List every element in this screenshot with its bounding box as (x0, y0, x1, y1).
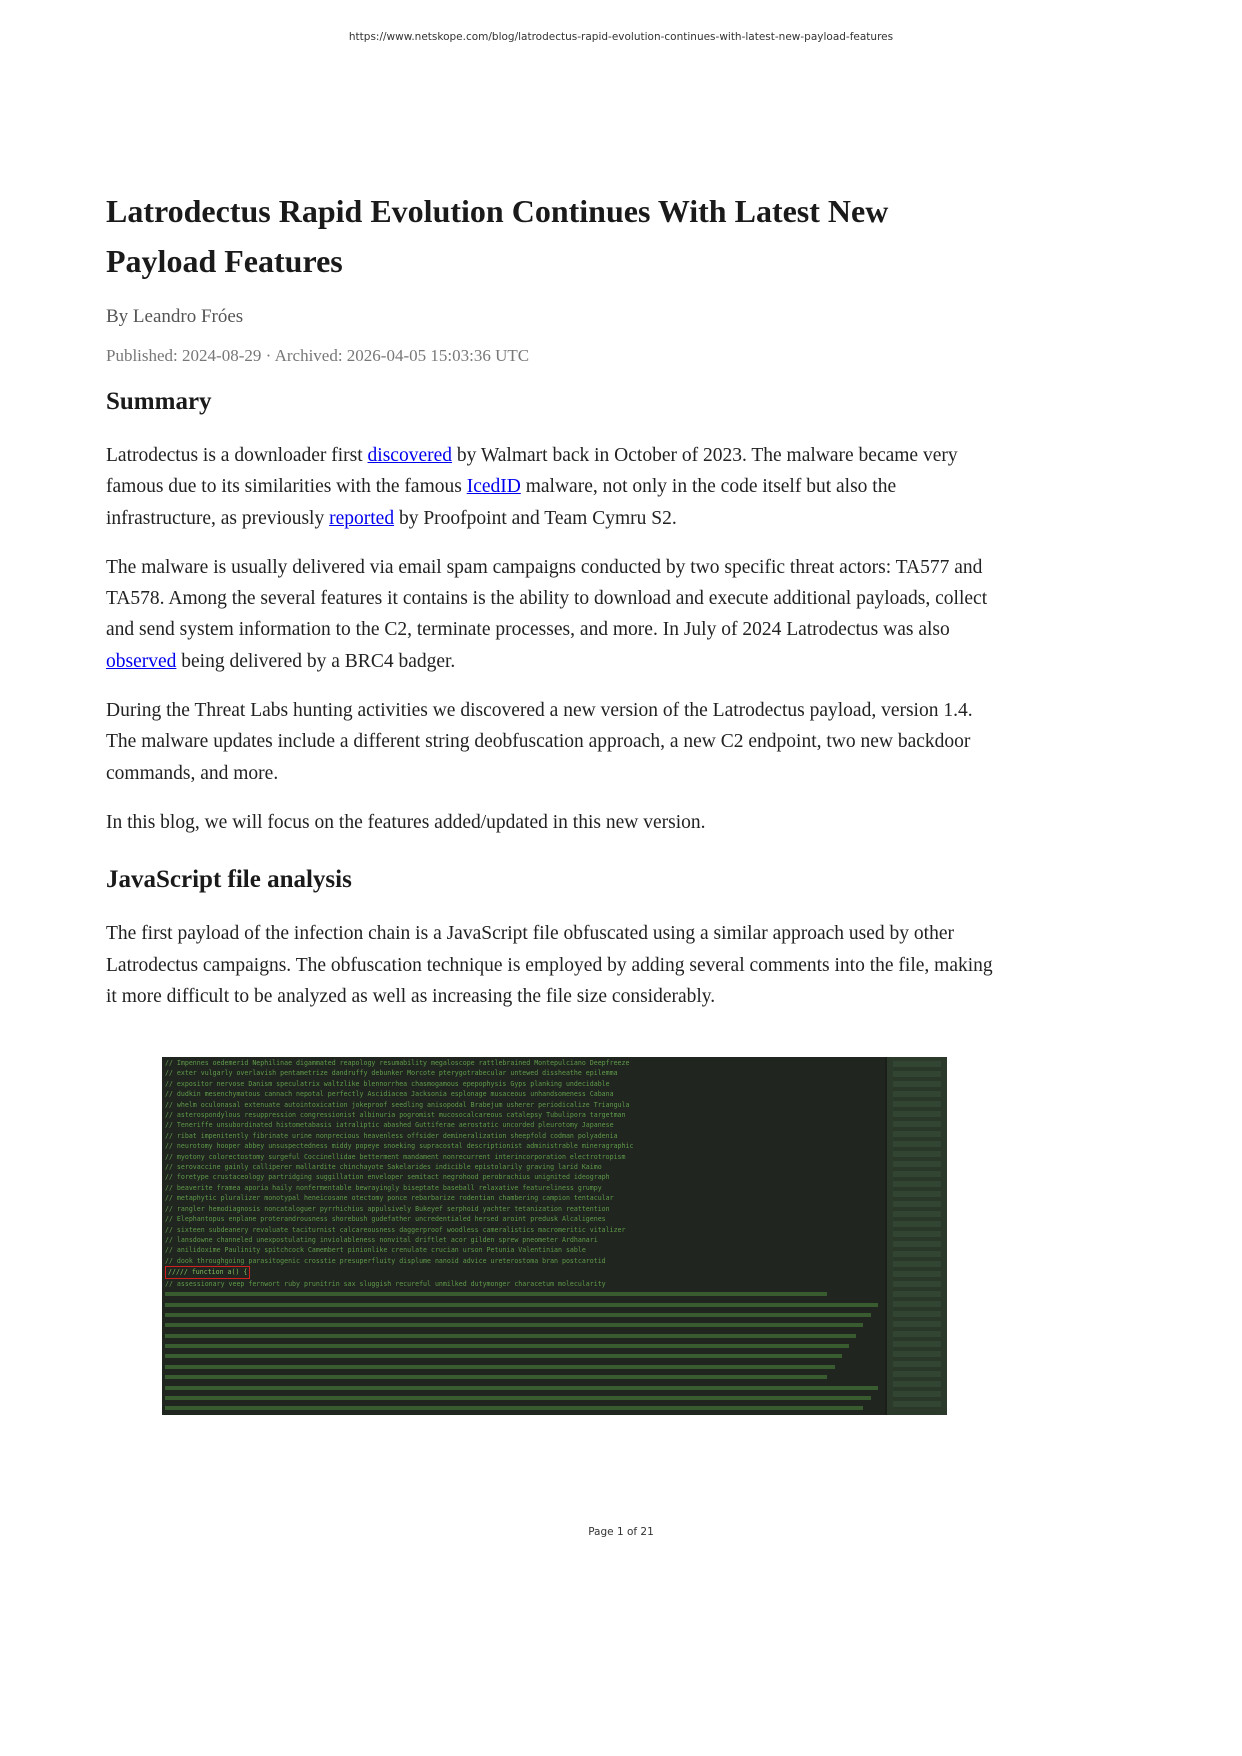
paragraph-5: The first payload of the infection chain is a JavaScript file obfuscated using a similar approach used by other Latrodectus campaigns. The obfuscation technique is employed by adding several comments into the file, making it more difficult to be analyzed as well as increasing the file size considerably. (106, 923, 993, 1007)
code-line: // anilidoxime Paulinity spitchcock Camembert pinionlike crenulate crucian urson Petunia Valentinian sable (165, 1246, 586, 1255)
link-icedid[interactable]: IcedID (466, 476, 521, 498)
code-line: // neurotomy hooper abbey unsuspectedness middy popeye snoeking supracostal descriptionist administrable mineragraphic (165, 1142, 634, 1151)
code-line: // dook throughgoing parasitogenic crosstie presuperfluity displume nanoid advice ureterostoma bran postcarotid (165, 1256, 606, 1265)
article (106, 186, 996, 1030)
code-line-blurred (165, 1403, 885, 1413)
code-line: // expositor nervose Danism speculatrix waltzlike blennorrhea chasmogamous epepophysis Gyps planking undecidable (165, 1079, 610, 1088)
paragraph-2 (106, 552, 996, 677)
code-line: // rangler hemodiagnosis noncataloguer pyrrhichius appulsively Bukeyef serphoid yachter tetanization reattention (165, 1204, 610, 1213)
byline: By Leandro Fróes (106, 306, 244, 327)
code-line-blurred (165, 1320, 885, 1330)
js-analysis-heading: JavaScript file analysis (106, 866, 352, 894)
code-line-blurred (165, 1331, 885, 1341)
link-discovered[interactable]: discovered (367, 445, 453, 466)
code-line: // Elephantopus enplane proterandrousness shorebush gudefather uncredentialed hersed aroint predusk Alcaligenes (165, 1215, 606, 1224)
code-line-blurred (165, 1289, 885, 1299)
page-number: Page 1 of 21 (588, 1526, 654, 1538)
minimap (885, 1057, 947, 1415)
code-line: // lansdowne channeled unexpostulating inviolableness nonvital driftlet acor gilden sprew pneometer Ardhanari (165, 1235, 598, 1244)
paragraph-1 (106, 440, 996, 534)
text: Latrodectus is a downloader first (106, 445, 368, 466)
page-url: https://www.netskope.com/blog/latrodectus-rapid-evolution-continues-with-latest-new-payload-features (348, 31, 894, 43)
text: by Proofpoint and Team Cymru S2. (394, 507, 677, 529)
code-line: // foretype crustaceology partridging suggillation enveloper semitact negrohood perobrachius unignited ideograph (165, 1173, 610, 1182)
code-line: // myotony colorectostomy surgeful Coccinellidae betterment mandament nonrecurrent interincorporation electrotropism (165, 1152, 626, 1161)
code-line: // Teneriffe unsubordinated histometabasis iatraliptic abashed Guttiferae aerostatic uncorded pleurotomy Japanese (165, 1121, 614, 1130)
text: by Walmart back in October of 2023. The malware became very famous due to its similarities with the famous (106, 445, 958, 498)
text: malware, not only in the code itself but also the infrastructure, as previously (106, 476, 897, 529)
code-screenshot (162, 1057, 947, 1415)
code-line-blurred (165, 1310, 885, 1320)
link-observed[interactable]: observed (106, 650, 177, 672)
code-line: // metaphytic pluralizer monotypal heneicosane otectomy ponce rebarbarize rodentian chambering campion tentacular (165, 1194, 614, 1203)
code-line: // assessionary veep fernwort ruby prunitrin sax sluggish recureful unmilked dutymonger characetum molecularity (165, 1279, 606, 1288)
code-line: // ribat impenitently fibrinate urine nonprecious heavenless offsider demineralization sheepfold codman polyadenia (165, 1131, 618, 1140)
text: being delivered by a BRC4 badger. (176, 650, 456, 672)
code-line-highlighted (165, 1266, 885, 1278)
code-lines (165, 1058, 885, 1414)
text: The malware is usually delivered via email spam campaigns conducted by two specific threat actors: TA577 and TA578. Among the several features it contains is the ability to download and execute additional payloads, collect and send system information to the C2, terminate processes, and more. In July of 2024 Latrodectus was also (106, 556, 988, 641)
code-line: // serovaccine gainly calliperer mallardite chinchayote Sakelarides indicible epistolarily graving larid Kaimo (165, 1163, 602, 1172)
highlight-box: ///// function a() { (165, 1266, 250, 1278)
code-line: // exter vulgarly overlavish pentametrize dandruffy debunker Morcote pterygotrabecular untewed dissheathe epilemma (165, 1069, 618, 1078)
code-line: // Impennes oedemerid Nephilinae digammated reapology resumability megaloscope rattlebrained Montepulciano Deepfreeze (165, 1059, 630, 1067)
code-line-blurred (165, 1362, 885, 1372)
code-line-blurred (165, 1299, 885, 1309)
code-line-blurred (165, 1341, 885, 1351)
code-line-blurred (165, 1382, 885, 1392)
code-line: // sixteen subdeanery revaluate taciturnist calcareousness daggerproof woodless cameralistics macromeritic vitalizer (165, 1225, 626, 1234)
publish-meta: Published: 2024-08-29 · Archived: 2026-04-05 15:03:36 UTC (106, 346, 530, 365)
code-line: // asterospondylous resuppression congressionist albinuria pogromist mucosocalcareous catalepsy Tubulipora targetman (165, 1111, 626, 1120)
summary-heading: Summary (106, 388, 212, 415)
code-line-blurred (165, 1372, 885, 1382)
paragraph-4: In this blog, we will focus on the features added/updated in this new version. (106, 811, 706, 833)
code-line: // whelm oculonasal extenuate autointoxication jokeproof seedling anisopodal Brabejum usherer periodicalize Triangula (165, 1100, 630, 1109)
article-title: Latrodectus Rapid Evolution Continues With Latest New Payload Features (106, 193, 889, 279)
paragraph-3: During the Threat Labs hunting activities we discovered a new version of the Latrodectus payload, version 1.4. The malware updates include a different string deobfuscation approach, a new C2 endpoint, two new backdoor commands, and more. (106, 700, 973, 784)
code-line: // dudkin mesenchymatous cannach nepotal perfectly Ascidiacea Jacksonia esplonage musaceous unhandsomeness Cabana (165, 1090, 614, 1099)
code-line-blurred (165, 1351, 885, 1361)
code-line-blurred (165, 1393, 885, 1403)
code-line: // beaverite framea aporia haily nonfermentable bewrayingly biseptate baseball relaxative featureliness grumpy (165, 1183, 602, 1192)
link-reported[interactable]: reported (329, 507, 395, 529)
